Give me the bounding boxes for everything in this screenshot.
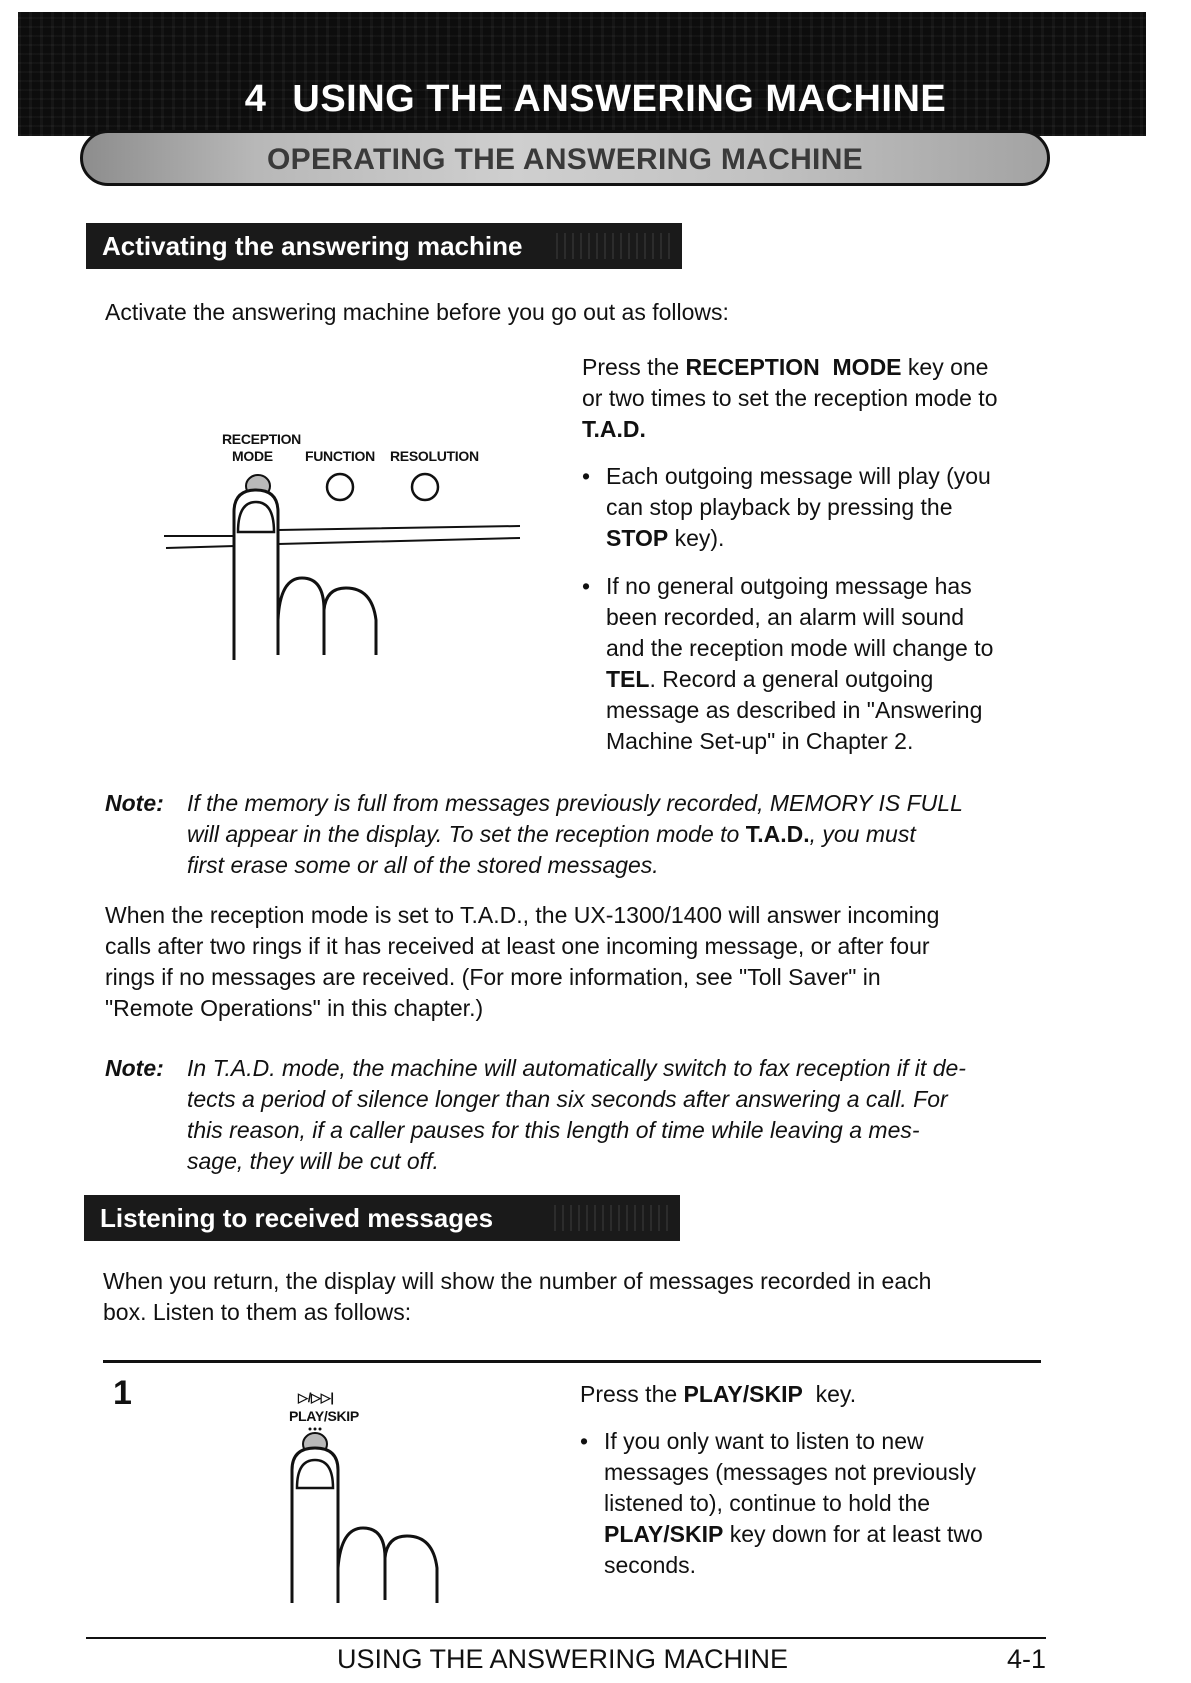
bullet1-tail: key).	[668, 525, 725, 551]
note2-line2: tects a period of silence longer than six seconds after answering a call. For	[187, 1086, 948, 1112]
bullet-dot: •	[580, 1428, 589, 1454]
page-number: 4-1	[1007, 1644, 1047, 1674]
note2-line3: this reason, if a caller pauses for this length of time while leaving a mes-	[187, 1117, 920, 1143]
note1-line2a: will appear in the display. To set the reception mode to	[187, 821, 746, 847]
section-title: OPERATING THE ANSWERING MACHINE	[267, 143, 863, 176]
note2-line1: In T.A.D. mode, the machine will automatically switch to fax reception if it de-	[187, 1055, 966, 1081]
bullet2-line5: message as described in "Answering	[606, 697, 983, 723]
footer-rule	[86, 1637, 1046, 1639]
para-line3: rings if no messages are received. (For more information, see "Toll Saver" in	[105, 964, 881, 990]
chapter-title-text: USING THE ANSWERING MACHINE	[292, 78, 947, 120]
chapter-number: 4	[244, 78, 267, 120]
step1-bullet-line2: messages (messages not previously	[604, 1459, 976, 1485]
activating-intro: Activate the answering machine before you go out as follows:	[105, 299, 729, 325]
note-silence-detection	[105, 1053, 1065, 1177]
step1-bullet-line3: listened to), continue to hold the	[604, 1490, 931, 1516]
listening-intro	[103, 1266, 1063, 1328]
stop-key-ref: STOP	[606, 525, 669, 551]
listening-intro-line1: When you return, the display will show the number of messages recorded in each	[103, 1268, 932, 1294]
function-key	[327, 474, 353, 500]
step1-bullet-line5: seconds.	[604, 1552, 697, 1578]
reception-key-label-2: MODE	[232, 448, 273, 464]
instruction-pre: Press the	[582, 354, 686, 380]
play-skip-instruction	[580, 1379, 1050, 1410]
bullet1-line2: can stop playback by pressing the	[606, 494, 953, 520]
step1-bullet-line1: If you only want to listen to new	[604, 1428, 924, 1454]
para-line4: "Remote Operations" in this chapter.)	[105, 995, 484, 1021]
function-key-label: FUNCTION	[305, 448, 375, 464]
bullet1-line1: Each outgoing message will play (you	[606, 463, 991, 489]
section-banner	[80, 130, 1050, 186]
reception-instruction	[582, 352, 1052, 445]
bullet-dot: •	[582, 463, 591, 489]
play-skip-key-illustration	[295, 1428, 455, 1608]
bullet2-line2: been recorded, an alarm will sound	[606, 604, 964, 630]
step1-bullet-tail: key down for at least two	[723, 1521, 983, 1547]
footer-title: USING THE ANSWERING MACHINE	[337, 1644, 789, 1674]
bullet2-line6: Machine Set-up" in Chapter 2.	[606, 728, 914, 754]
step1-pre: Press the	[580, 1381, 684, 1407]
chapter-title	[0, 78, 1191, 121]
step-number: 1	[113, 1374, 132, 1412]
tel-mode-ref: TEL	[606, 666, 650, 692]
play-skip-key-ref-2: PLAY/SKIP	[604, 1521, 724, 1547]
bullet2-tail: . Record a general outgoing	[649, 666, 934, 692]
bullet2-line1: If no general outgoing message has	[606, 573, 972, 599]
instruction-mid: key one	[901, 354, 989, 380]
note-memory-full	[105, 788, 1065, 884]
note1-line2c: , you must	[809, 821, 916, 847]
play-skip-key-label: PLAY/SKIP	[289, 1408, 359, 1424]
note2-line4: sage, they will be cut off.	[187, 1148, 439, 1174]
reception-key-label-1: RECEPTION	[222, 431, 301, 447]
listening-intro-line2: box. Listen to them as follows:	[103, 1299, 412, 1325]
note-label: Note:	[105, 790, 164, 816]
listening-heading: Listening to received messages	[84, 1195, 680, 1241]
note-label: Note:	[105, 1055, 164, 1081]
para-line2: calls after two rings if it has received at least one incoming message, or after four	[105, 933, 930, 959]
resolution-key	[412, 474, 438, 500]
play-skip-symbols: ▷/▷▷|	[298, 1390, 334, 1405]
note1-line3: first erase some or all of the stored messages.	[187, 852, 659, 878]
mode-key-ref: MODE	[832, 354, 902, 380]
step-divider	[103, 1360, 1041, 1363]
play-skip-key-ref: PLAY/SKIP	[683, 1381, 803, 1407]
tad-answer-paragraph	[105, 900, 1065, 1024]
resolution-key-label: RESOLUTION	[390, 448, 479, 464]
instruction-line2: or two times to set the reception mode to	[582, 385, 998, 411]
para-line1: When the reception mode is set to T.A.D., the UX-1300/1400 will answer incoming	[105, 902, 940, 928]
bullet2-line3: and the reception mode will change to	[606, 635, 994, 661]
tad-mode-ref: T.A.D.	[582, 416, 646, 442]
activating-heading: Activating the answering machine	[86, 223, 682, 269]
reception-key-ref: RECEPTION	[685, 354, 820, 380]
bullet-dot: •	[582, 573, 591, 599]
note1-line1: If the memory is full from messages previously recorded, MEMORY IS FULL	[187, 790, 963, 816]
reception-key-illustration	[150, 460, 530, 680]
note1-tad-ref: T.A.D.	[745, 821, 810, 847]
step1-post: key.	[802, 1381, 857, 1407]
